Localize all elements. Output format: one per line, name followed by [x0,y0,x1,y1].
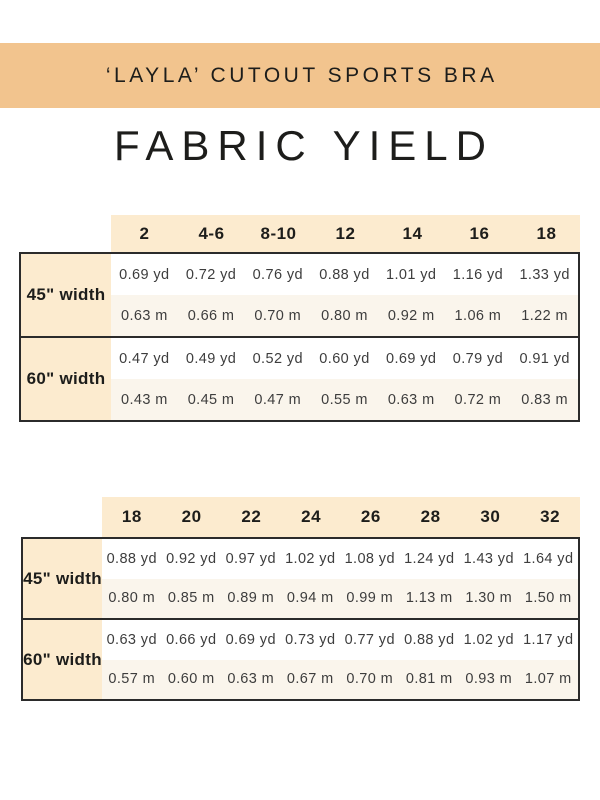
yield-value-yd: 1.02 yd [281,539,341,579]
yield-value-m: 0.85 m [162,579,222,619]
row-label-60-width: 60" width [21,338,111,420]
yield-value-yd: 1.64 yd [519,539,579,579]
table-body [21,537,580,701]
size-header-cell: 28 [401,497,461,537]
header-corner-spacer [21,497,102,537]
size-header-cell: 20 [162,497,222,537]
yield-value-m: 0.92 m [378,295,445,336]
size-header-cell: 24 [281,497,341,537]
yield-value-yd: 0.77 yd [340,620,400,660]
yield-value-yd: 1.33 yd [511,254,578,295]
yield-value-m: 0.99 m [340,579,400,619]
pattern-name: ‘LAYLA’ CUTOUT SPORTS BRA [105,63,498,87]
yield-value-yd: 1.16 yd [445,254,512,295]
size-header-cell: 30 [461,497,521,537]
fabric-yield-table-sizes-18-32 [21,497,580,701]
yield-value-yd: 0.49 yd [178,338,245,379]
yield-value-yd: 0.63 yd [102,620,162,660]
yield-value-m: 1.22 m [511,295,578,336]
yield-value-m: 0.83 m [511,379,578,420]
yield-value-m: 1.50 m [519,579,579,619]
yield-value-yd: 0.79 yd [445,338,512,379]
yield-value-yd: 0.76 yd [244,254,311,295]
size-header-row [21,497,580,537]
yield-value-m: 0.89 m [221,579,281,619]
yield-value-m: 0.80 m [102,579,162,619]
row-label-45-width: 45" width [23,539,102,618]
yield-value-m: 0.45 m [178,379,245,420]
yield-value-yd: 0.97 yd [221,539,281,579]
yield-value-yd: 1.43 yd [459,539,519,579]
yield-value-yd: 0.88 yd [311,254,378,295]
yield-value-m: 1.06 m [445,295,512,336]
yield-value-yd: 1.24 yd [400,539,460,579]
yield-value-yd: 0.72 yd [178,254,245,295]
yield-value-yd: 0.92 yd [162,539,222,579]
yield-value-m: 1.30 m [459,579,519,619]
width-45-section [23,539,578,618]
size-header-cell: 8-10 [245,215,312,252]
size-header-cell: 16 [446,215,513,252]
row-label-45-width: 45" width [21,254,111,336]
size-header-cell: 18 [513,215,580,252]
row-label-60-width: 60" width [23,620,102,699]
size-header-cell: 22 [222,497,282,537]
yield-value-m: 0.63 m [111,295,178,336]
yield-value-m: 0.81 m [400,660,460,700]
yield-value-m: 0.93 m [459,660,519,700]
yield-value-m: 0.47 m [244,379,311,420]
yield-value-yd: 0.52 yd [244,338,311,379]
yield-value-m: 0.66 m [178,295,245,336]
yield-value-yd: 0.73 yd [281,620,341,660]
yield-value-m: 0.72 m [445,379,512,420]
yield-value-yd: 0.88 yd [400,620,460,660]
size-header-cell: 14 [379,215,446,252]
yield-value-yd: 0.47 yd [111,338,178,379]
size-header-cell: 4-6 [178,215,245,252]
yield-value-m: 0.70 m [244,295,311,336]
yield-value-m: 0.60 m [162,660,222,700]
yield-value-m: 0.70 m [340,660,400,700]
yield-value-yd: 1.01 yd [378,254,445,295]
yield-value-m: 0.94 m [281,579,341,619]
size-header-cell: 2 [111,215,178,252]
header-corner-spacer [19,215,111,252]
yield-value-yd: 0.69 yd [378,338,445,379]
yield-value-yd: 0.60 yd [311,338,378,379]
fabric-yield-table-sizes-2-18 [19,215,580,422]
yield-value-m: 1.13 m [400,579,460,619]
yield-value-yd: 0.69 yd [221,620,281,660]
yield-value-m: 0.57 m [102,660,162,700]
table-body [19,252,580,422]
yield-value-m: 0.67 m [281,660,341,700]
yield-value-m: 0.63 m [221,660,281,700]
size-header-cell: 26 [341,497,401,537]
size-header-cell: 12 [312,215,379,252]
size-header-cell: 18 [102,497,162,537]
yield-value-yd: 0.88 yd [102,539,162,579]
size-header-cell: 32 [520,497,580,537]
width-45-section [21,254,578,336]
yield-value-yd: 0.66 yd [162,620,222,660]
yield-value-m: 0.43 m [111,379,178,420]
pattern-banner [0,43,600,108]
yield-value-yd: 1.02 yd [459,620,519,660]
yield-value-yd: 0.69 yd [111,254,178,295]
yield-value-yd: 1.17 yd [519,620,579,660]
yield-value-m: 0.80 m [311,295,378,336]
yield-value-m: 1.07 m [519,660,579,700]
yield-value-m: 0.55 m [311,379,378,420]
page-title: FABRIC YIELD [114,122,494,169]
yield-value-m: 0.63 m [378,379,445,420]
width-60-section [21,336,578,420]
size-header-row [19,215,580,252]
yield-value-yd: 1.08 yd [340,539,400,579]
width-60-section [23,618,578,699]
yield-value-yd: 0.91 yd [511,338,578,379]
